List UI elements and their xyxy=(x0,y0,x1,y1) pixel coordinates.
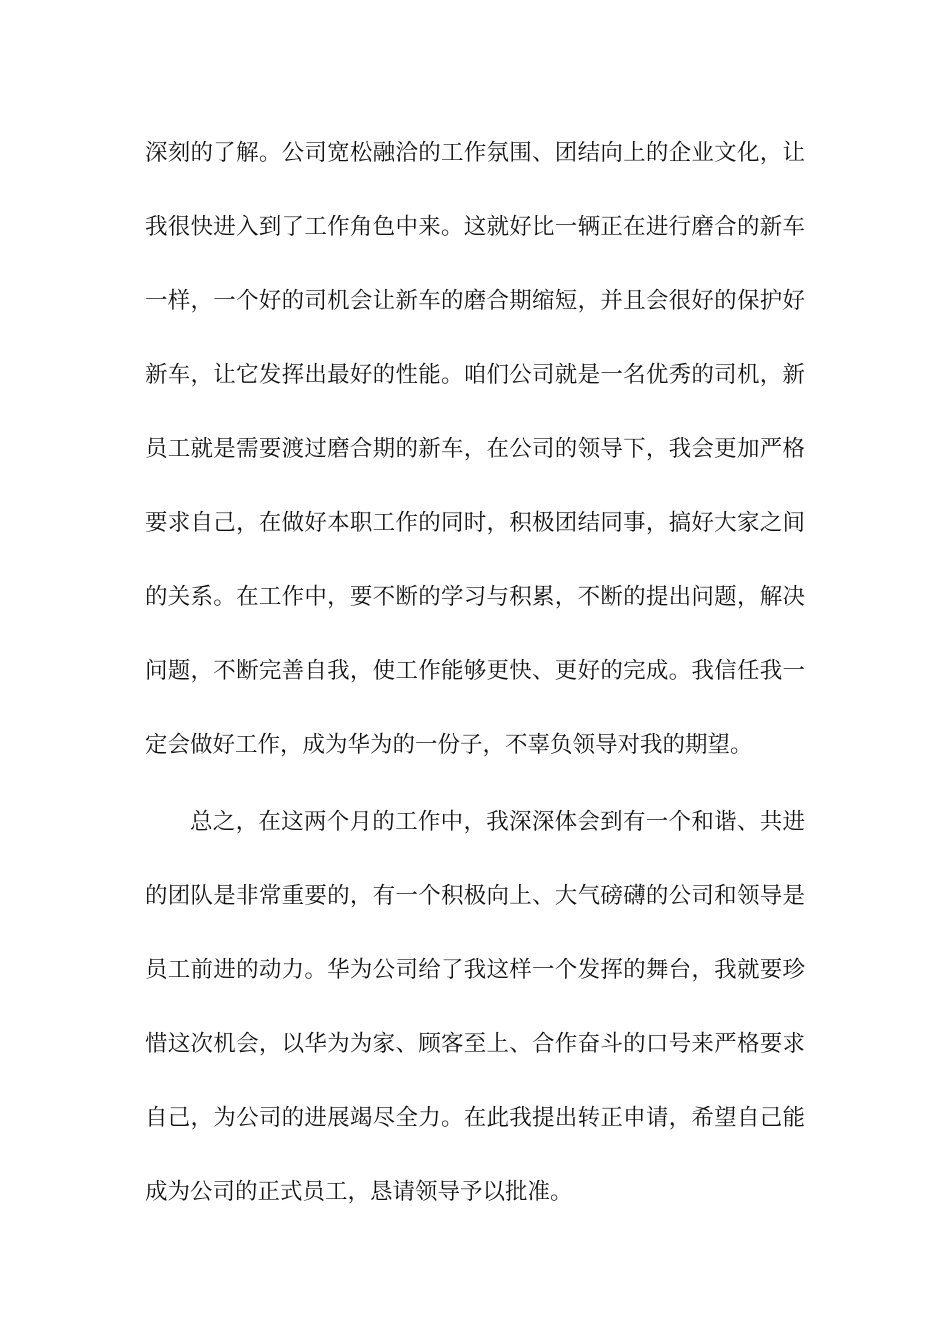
paragraph-first-line: 总之，在这两个月的工作中，我深深体会到有一个和谐、共进 xyxy=(190,809,805,835)
paragraph-line: 惜这次机会，以华为为家、顾客至上、合作奋斗的口号来严格要求 xyxy=(145,1031,805,1057)
paragraph-line: 员工就是需要渡过磨合期的新车，在公司的领导下，我会更加严格 xyxy=(145,436,805,462)
paragraph-line: 的关系。在工作中，要不断的学习与积累，不断的提出问题，解决 xyxy=(145,584,805,610)
paragraph-line: 员工前进的动力。华为公司给了我这样一个发挥的舞台，我就要珍 xyxy=(145,957,805,983)
paragraph-line: 要求自己，在做好本职工作的同时，积极团结同事，搞好大家之间 xyxy=(145,510,805,536)
paragraph-line: 我很快进入到了工作角色中来。这就好比一辆正在进行磨合的新车 xyxy=(145,214,805,240)
paragraph-line: 自己，为公司的进展竭尽全力。在此我提出转正申请，希望自己能 xyxy=(145,1105,805,1131)
paragraph-line: 的团队是非常重要的，有一个积极向上、大气磅礴的公司和领导是 xyxy=(145,883,805,909)
paragraph-line: 新车，让它发挥出最好的性能。咱们公司就是一名优秀的司机，新 xyxy=(145,362,805,388)
paragraph-line: 问题，不断完善自我，使工作能够更快、更好的完成。我信任我一 xyxy=(145,658,805,684)
paragraph-line: 一样，一个好的司机会让新车的磨合期缩短，并且会很好的保护好 xyxy=(145,288,805,314)
paragraph-line: 成为公司的正式员工，恳请领导予以批准。 xyxy=(145,1179,573,1205)
paragraph-line: 深刻的了解。公司宽松融洽的工作氛围、团结向上的企业文化，让 xyxy=(145,140,805,166)
paragraph-line: 定会做好工作，成为华为的一份子，不辜负领导对我的期望。 xyxy=(145,732,753,758)
